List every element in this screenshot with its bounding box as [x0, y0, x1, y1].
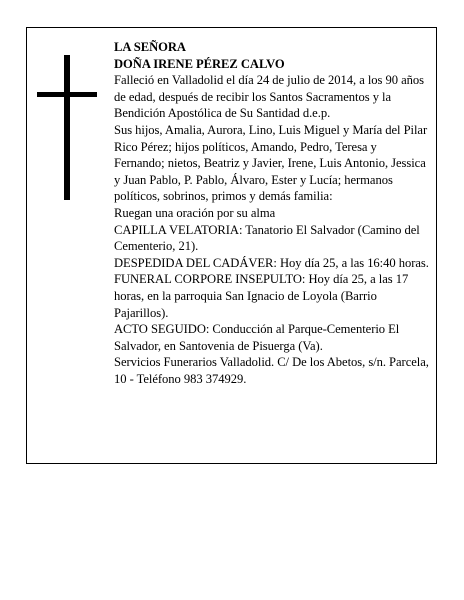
funeral-info: FUNERAL CORPORE INSEPULTO: Hoy día 25, a las 17 horas, en la parroquia San Ignacio de Loyola (Barrio Pajarillos). [114, 272, 409, 320]
cross-icon [37, 55, 97, 200]
farewell-info: DESPEDIDA DEL CADÁVER: Hoy día 25, a las 16:40 horas. [114, 255, 429, 270]
notice-body [114, 39, 429, 387]
deceased-name: DOÑA IRENE PÉREZ CALVO [114, 56, 285, 71]
notice-title: LA SEÑORA [114, 40, 186, 54]
chapel-info: CAPILLA VELATORIA: Tanatorio El Salvador (Camino del Cementerio, 21). [114, 222, 420, 254]
cross-horizontal-bar [37, 92, 97, 97]
death-announcement: Falleció en Valladolid el día 24 de julio de 2014, a los 90 años de edad, después de recibir los Santos Sacramentos y la Bendición Apostólica de Su Santidad d.e.p. [114, 73, 424, 121]
cross-vertical-bar [64, 55, 70, 200]
family-list: Sus hijos, Amalia, Aurora, Lino, Luis Miguel y María del Pilar Rico Pérez; hijos políticos, Amando, Pedro, Teresa y Fernando; nietos, Beatriz y Javier, Irene, Luis Antonio, Jessica y Juan Pablo, P. Pablo, Álvaro, Ester y Lucía; hermanos políticos, sobrinos, primos y demás familia: [114, 122, 428, 204]
obituary-notice [26, 27, 437, 464]
prayer-request: Ruegan una oración por su alma [114, 205, 276, 220]
funeral-services-contact: Servicios Funerarios Valladolid. C/ De los Abetos, s/n. Parcela, 10 - Teléfono 983 374929. [114, 355, 429, 386]
burial-info: ACTO SEGUIDO: Conducción al Parque-Cementerio El Salvador, en Santovenia de Pisuerga (Va). [114, 322, 400, 353]
